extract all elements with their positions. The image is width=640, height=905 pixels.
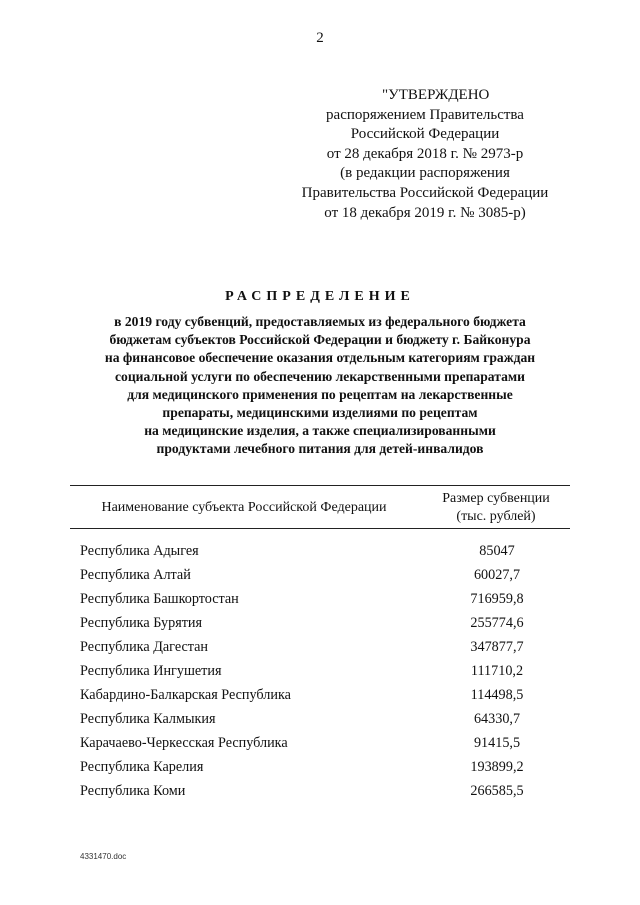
page-number: 2 — [316, 30, 324, 46]
subvention-amount: 85047 — [479, 543, 515, 559]
region-name: Республика Коми — [80, 783, 186, 799]
subvention-amount: 266585,5 — [470, 783, 524, 799]
table-row — [70, 567, 570, 591]
subvention-amount: 193899,2 — [470, 759, 524, 775]
region-name: Республика Адыгея — [80, 543, 199, 559]
region-name: Карачаево-Черкесская Республика — [80, 735, 288, 751]
subvention-amount: 60027,7 — [473, 567, 521, 583]
region-name: Республика Ингушетия — [80, 663, 222, 679]
document-title: РАСПРЕДЕЛЕНИЕ — [225, 289, 415, 304]
region-name: Республика Карелия — [80, 759, 204, 775]
region-name: Республика Башкортостан — [80, 591, 239, 607]
table-header-rule — [70, 528, 570, 529]
table-row — [70, 639, 570, 663]
subvention-amount: 64330,7 — [473, 711, 521, 727]
table-row — [70, 783, 570, 807]
approval-line: (в редакции распоряжения — [340, 165, 510, 182]
region-name: Республика Дагестан — [80, 639, 209, 655]
document-file-code: 4331470.doc — [80, 852, 127, 861]
region-name: Кабардино-Балкарская Республика — [80, 687, 291, 703]
subtitle-line: препараты, медицинскими изделиями по рецептам — [162, 405, 478, 421]
subtitle-line: на медицинские изделия, а также специализированными — [144, 423, 496, 439]
table-header — [70, 486, 570, 528]
subtitle-line: бюджетам субъектов Российской Федерации и бюджету г. Байконура — [109, 332, 531, 348]
subtitle-line: продуктами лечебного питания для детей-инвалидов — [156, 441, 484, 457]
document-subtitle — [60, 313, 580, 459]
approval-line: Правительства Российской Федерации — [301, 184, 549, 201]
table-body — [70, 543, 570, 807]
region-name: Республика Алтай — [80, 567, 191, 583]
distribution-table — [70, 485, 570, 807]
table-row — [70, 687, 570, 711]
approval-line: от 28 декабря 2018 г. № 2973-р — [326, 145, 524, 162]
region-name: Республика Бурятия — [80, 615, 203, 631]
approval-line: от 18 декабря 2019 г. № 3085-р) — [324, 204, 526, 221]
table-row — [70, 615, 570, 639]
approval-line: распоряжением Правительства — [326, 106, 524, 123]
table-row — [70, 663, 570, 687]
subvention-amount: 114498,5 — [470, 687, 524, 703]
table-row — [70, 735, 570, 759]
column-header-name: Наименование субъекта Российской Федерации — [101, 500, 387, 515]
table-row — [70, 711, 570, 735]
subvention-amount: 91415,5 — [473, 735, 521, 751]
approval-line: Российской Федерации — [350, 126, 500, 143]
subtitle-line: социальной услуги по обеспечению лекарственными препаратами — [115, 368, 525, 384]
subvention-amount: 111710,2 — [470, 663, 524, 679]
column-header-amount-line: Размер субвенции — [442, 491, 550, 506]
subvention-amount: 255774,6 — [470, 615, 524, 631]
table-row — [70, 759, 570, 783]
subtitle-line: для медицинского применения по рецептам на лекарственные — [127, 386, 513, 402]
subvention-amount: 716959,8 — [470, 591, 524, 607]
column-header-amount — [422, 490, 570, 526]
subtitle-line: на финансовое обеспечение оказания отдельным категориям граждан — [104, 350, 536, 366]
approval-stamp — [290, 86, 560, 223]
subtitle-line: в 2019 году субвенций, предоставляемых из федерального бюджета — [114, 314, 526, 329]
subvention-amount: 347877,7 — [470, 639, 524, 655]
table-row — [70, 591, 570, 615]
table-row — [70, 543, 570, 567]
approval-line: "УТВЕРЖДЕНО — [382, 87, 490, 103]
region-name: Республика Калмыкия — [80, 711, 216, 727]
column-header-amount-line: (тыс. рублей) — [456, 509, 536, 524]
